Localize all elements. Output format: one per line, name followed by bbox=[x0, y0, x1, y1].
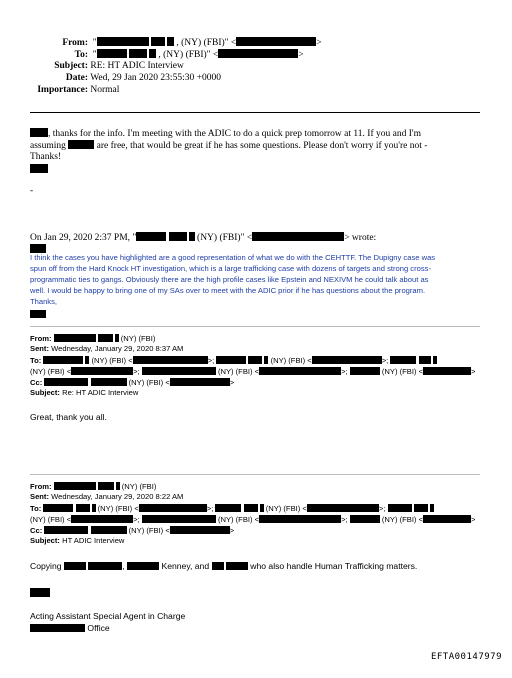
redaction bbox=[248, 356, 262, 364]
redaction bbox=[264, 356, 268, 364]
redaction bbox=[218, 49, 298, 58]
redaction bbox=[97, 49, 127, 58]
quote-divider bbox=[30, 326, 480, 327]
redaction bbox=[68, 140, 94, 149]
redaction bbox=[423, 515, 471, 523]
redaction bbox=[133, 356, 208, 364]
redaction bbox=[260, 504, 264, 512]
redaction bbox=[244, 504, 258, 512]
date-value: Wed, 29 Jan 2020 23:55:30 +0000 bbox=[90, 73, 221, 83]
redaction bbox=[98, 482, 114, 490]
redaction bbox=[170, 526, 230, 534]
redaction bbox=[259, 515, 341, 523]
header-date-row: Date: Wed, 29 Jan 2020 23:55:30 +0000 bbox=[65, 73, 221, 83]
header-importance-row: Importance: Normal bbox=[37, 85, 120, 95]
redaction bbox=[85, 356, 89, 364]
redaction bbox=[115, 334, 119, 342]
redaction bbox=[139, 504, 207, 512]
redaction bbox=[433, 356, 437, 364]
redaction bbox=[136, 232, 166, 241]
message-divider bbox=[30, 474, 480, 475]
redaction bbox=[92, 504, 96, 512]
redaction bbox=[167, 37, 174, 46]
redaction bbox=[212, 562, 224, 570]
redaction bbox=[423, 367, 471, 375]
redaction bbox=[414, 504, 428, 512]
signature-title: Acting Assistant Special Agent in Charge bbox=[30, 611, 186, 621]
header-to-row: To: " , (NY) (FBI)" < > bbox=[74, 50, 304, 60]
redaction bbox=[91, 526, 127, 534]
redaction bbox=[215, 504, 241, 512]
redaction bbox=[350, 367, 380, 375]
redaction bbox=[419, 356, 431, 364]
redaction bbox=[350, 515, 380, 523]
subject-value: RE: HT ADIC Interview bbox=[90, 61, 184, 71]
redaction bbox=[142, 367, 216, 375]
redaction bbox=[30, 624, 85, 632]
redaction bbox=[430, 504, 434, 512]
redaction bbox=[390, 356, 416, 364]
redaction bbox=[226, 562, 248, 570]
redaction bbox=[142, 515, 216, 523]
redaction bbox=[129, 49, 147, 58]
header-divider bbox=[30, 112, 480, 113]
redaction bbox=[43, 504, 73, 512]
redaction bbox=[307, 504, 379, 512]
redaction bbox=[44, 378, 88, 386]
header-subject-row: Subject: RE: HT ADIC Interview bbox=[54, 61, 184, 71]
redaction bbox=[169, 232, 187, 241]
redaction bbox=[97, 37, 149, 46]
redaction bbox=[149, 49, 156, 58]
redaction bbox=[98, 334, 113, 342]
redaction bbox=[30, 164, 48, 173]
redaction bbox=[30, 310, 46, 318]
redaction bbox=[71, 515, 133, 523]
redaction bbox=[116, 482, 120, 490]
redaction bbox=[30, 128, 48, 137]
redaction bbox=[30, 244, 46, 253]
redaction bbox=[30, 588, 50, 597]
header-from-row: From: " , (NY) (FBI)" < > bbox=[62, 38, 322, 48]
redaction bbox=[252, 232, 344, 241]
redaction bbox=[388, 504, 412, 512]
from-value: , (NY) (FBI)" < bbox=[176, 38, 237, 48]
redaction bbox=[189, 232, 195, 241]
redaction bbox=[71, 367, 133, 375]
to-value: , (NY) (FBI)" < bbox=[158, 50, 219, 60]
redaction bbox=[170, 378, 230, 386]
importance-value: Normal bbox=[90, 85, 120, 95]
redaction bbox=[88, 562, 122, 570]
redaction bbox=[64, 562, 86, 570]
redaction bbox=[236, 37, 316, 46]
redaction bbox=[54, 334, 96, 342]
redaction bbox=[91, 378, 127, 386]
redaction bbox=[151, 37, 165, 46]
redaction bbox=[44, 526, 88, 534]
redaction bbox=[76, 504, 90, 512]
signature-office: Office bbox=[87, 623, 110, 633]
redaction bbox=[312, 356, 382, 364]
redaction bbox=[259, 367, 341, 375]
redaction bbox=[54, 482, 96, 490]
document-id: EFTA00147979 bbox=[430, 652, 502, 662]
redaction bbox=[127, 562, 159, 570]
redaction bbox=[216, 356, 246, 364]
redaction bbox=[43, 356, 83, 364]
